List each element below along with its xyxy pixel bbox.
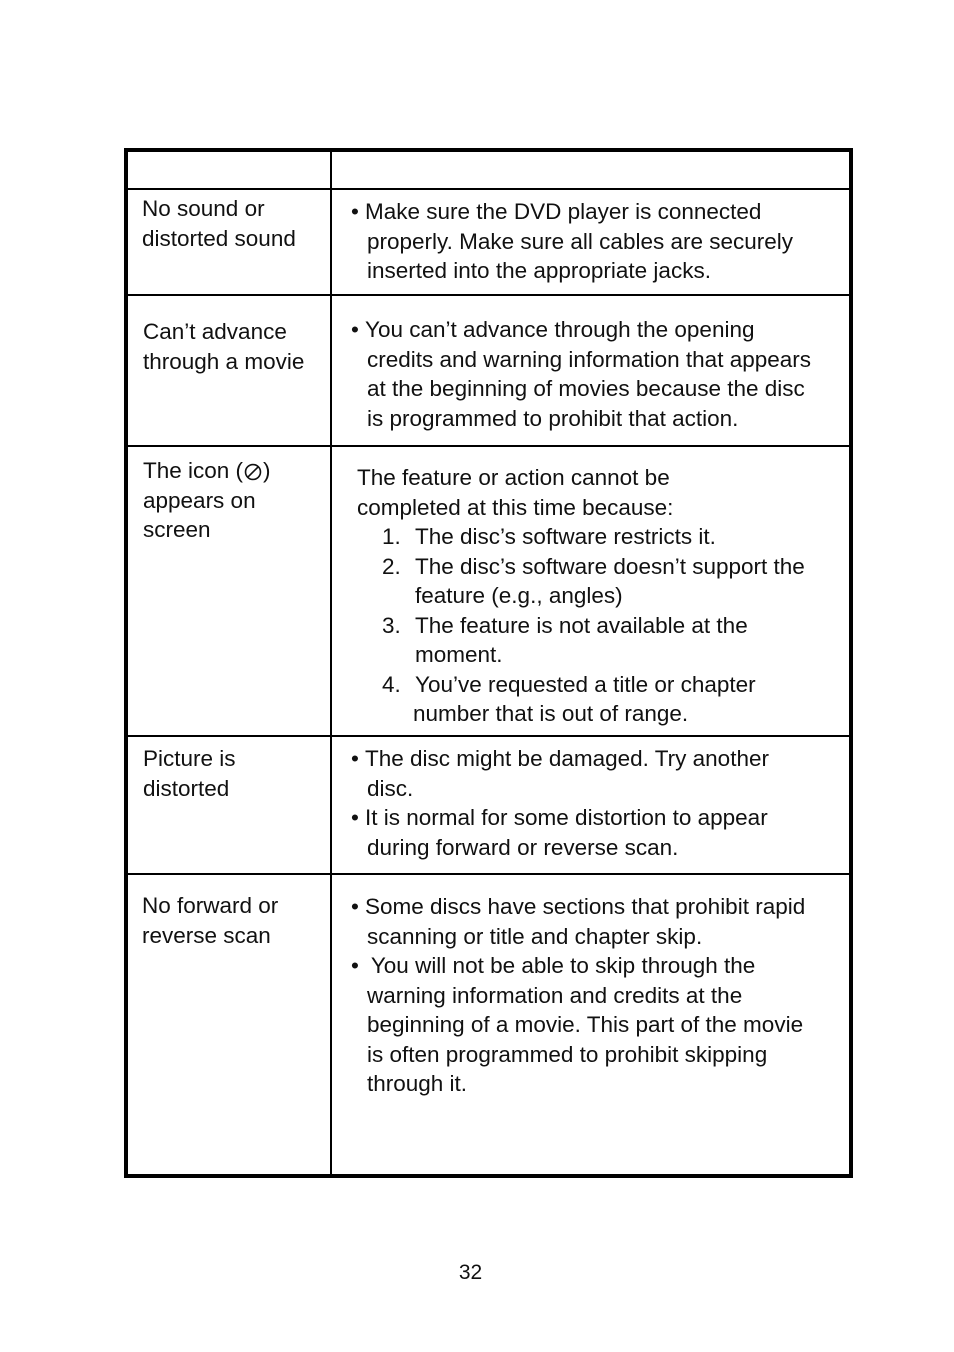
problem-text: reverse scan [142, 922, 271, 948]
solution-text: warning information and credits at the [367, 982, 743, 1008]
list-item: 2. The disc’s software doesn’t support the [382, 553, 805, 579]
problem-cell [142, 194, 296, 253]
page-number: 32 [458, 1261, 483, 1284]
problem-text: distorted sound [142, 225, 296, 251]
solution-text: scanning or title and chapter skip. [367, 923, 703, 949]
solution-bullet: • Some discs have sections that prohibit rapid [351, 892, 805, 922]
problem-cell [143, 744, 236, 803]
row-divider [128, 735, 849, 737]
solution-intro: The feature or action cannot be [357, 465, 670, 490]
problem-cell [143, 317, 304, 376]
problem-text: appears on [143, 487, 256, 513]
bullet-glyph: • [351, 199, 359, 224]
column-divider [330, 152, 332, 1174]
row-divider [128, 294, 849, 296]
problem-text: No forward or [142, 893, 279, 918]
solution-bullet: • The disc might be damaged. Try another [351, 744, 769, 774]
solution-cell [351, 892, 805, 1099]
solution-text: properly. Make sure all cables are securely [367, 228, 794, 254]
list-item-continuation: moment. [415, 642, 503, 667]
troubleshooting-table [124, 148, 853, 1178]
bullet-glyph: • [351, 746, 359, 771]
solution-text: through it. [367, 1071, 468, 1096]
prohibited-icon [244, 463, 262, 481]
solution-cell [351, 744, 769, 862]
list-item-continuation: number that is out of range. [413, 701, 689, 726]
solution-text: disc. [367, 775, 414, 801]
solution-text: inserted into the appropriate jacks. [367, 258, 711, 283]
list-item: 4. You’ve requested a title or chapter [382, 671, 756, 697]
solution-cell [357, 463, 805, 729]
solution-text: is programmed to prohibit that action. [367, 405, 739, 431]
problem-text: distorted [143, 775, 230, 801]
solution-text: during forward or reverse scan. [367, 834, 679, 860]
problem-text: Can’t advance [143, 319, 287, 344]
header-row-divider [128, 188, 849, 190]
problem-text: screen [143, 517, 211, 542]
solution-bullet: • You will not be able to skip through the [351, 951, 805, 981]
bullet-glyph: • [351, 953, 359, 978]
problem-text: No sound or [142, 196, 265, 221]
solution-bullet: • Make sure the DVD player is connected [351, 197, 793, 227]
solution-bullet: • It is normal for some distortion to appear [351, 803, 769, 833]
row-divider [128, 445, 849, 447]
problem-cell [143, 456, 271, 545]
problem-cell [142, 891, 278, 950]
bullet-glyph: • [351, 805, 359, 830]
solution-text: is often programmed to prohibit skipping [367, 1041, 768, 1067]
solution-text: at the beginning of movies because the disc [367, 376, 805, 401]
numbered-list [357, 522, 805, 729]
solution-cell [351, 315, 811, 433]
solution-text: credits and warning information that appears [367, 346, 812, 372]
bullet-glyph: • [351, 317, 359, 342]
bullet-glyph: • [351, 894, 359, 919]
list-item: 3. The feature is not available at the [382, 612, 748, 638]
problem-text: through a movie [143, 348, 305, 374]
solution-intro: completed at this time because: [357, 494, 674, 520]
list-item: 1. The disc’s software restricts it. [382, 524, 716, 549]
problem-text: Picture is [143, 746, 236, 771]
row-divider [128, 873, 849, 875]
solution-cell [351, 197, 793, 286]
list-item-continuation: feature (e.g., angles) [415, 583, 623, 608]
problem-text: The icon ( ) [143, 458, 271, 483]
solution-bullet: • You can’t advance through the opening [351, 315, 811, 345]
solution-text: beginning of a movie. This part of the movie [367, 1012, 804, 1037]
